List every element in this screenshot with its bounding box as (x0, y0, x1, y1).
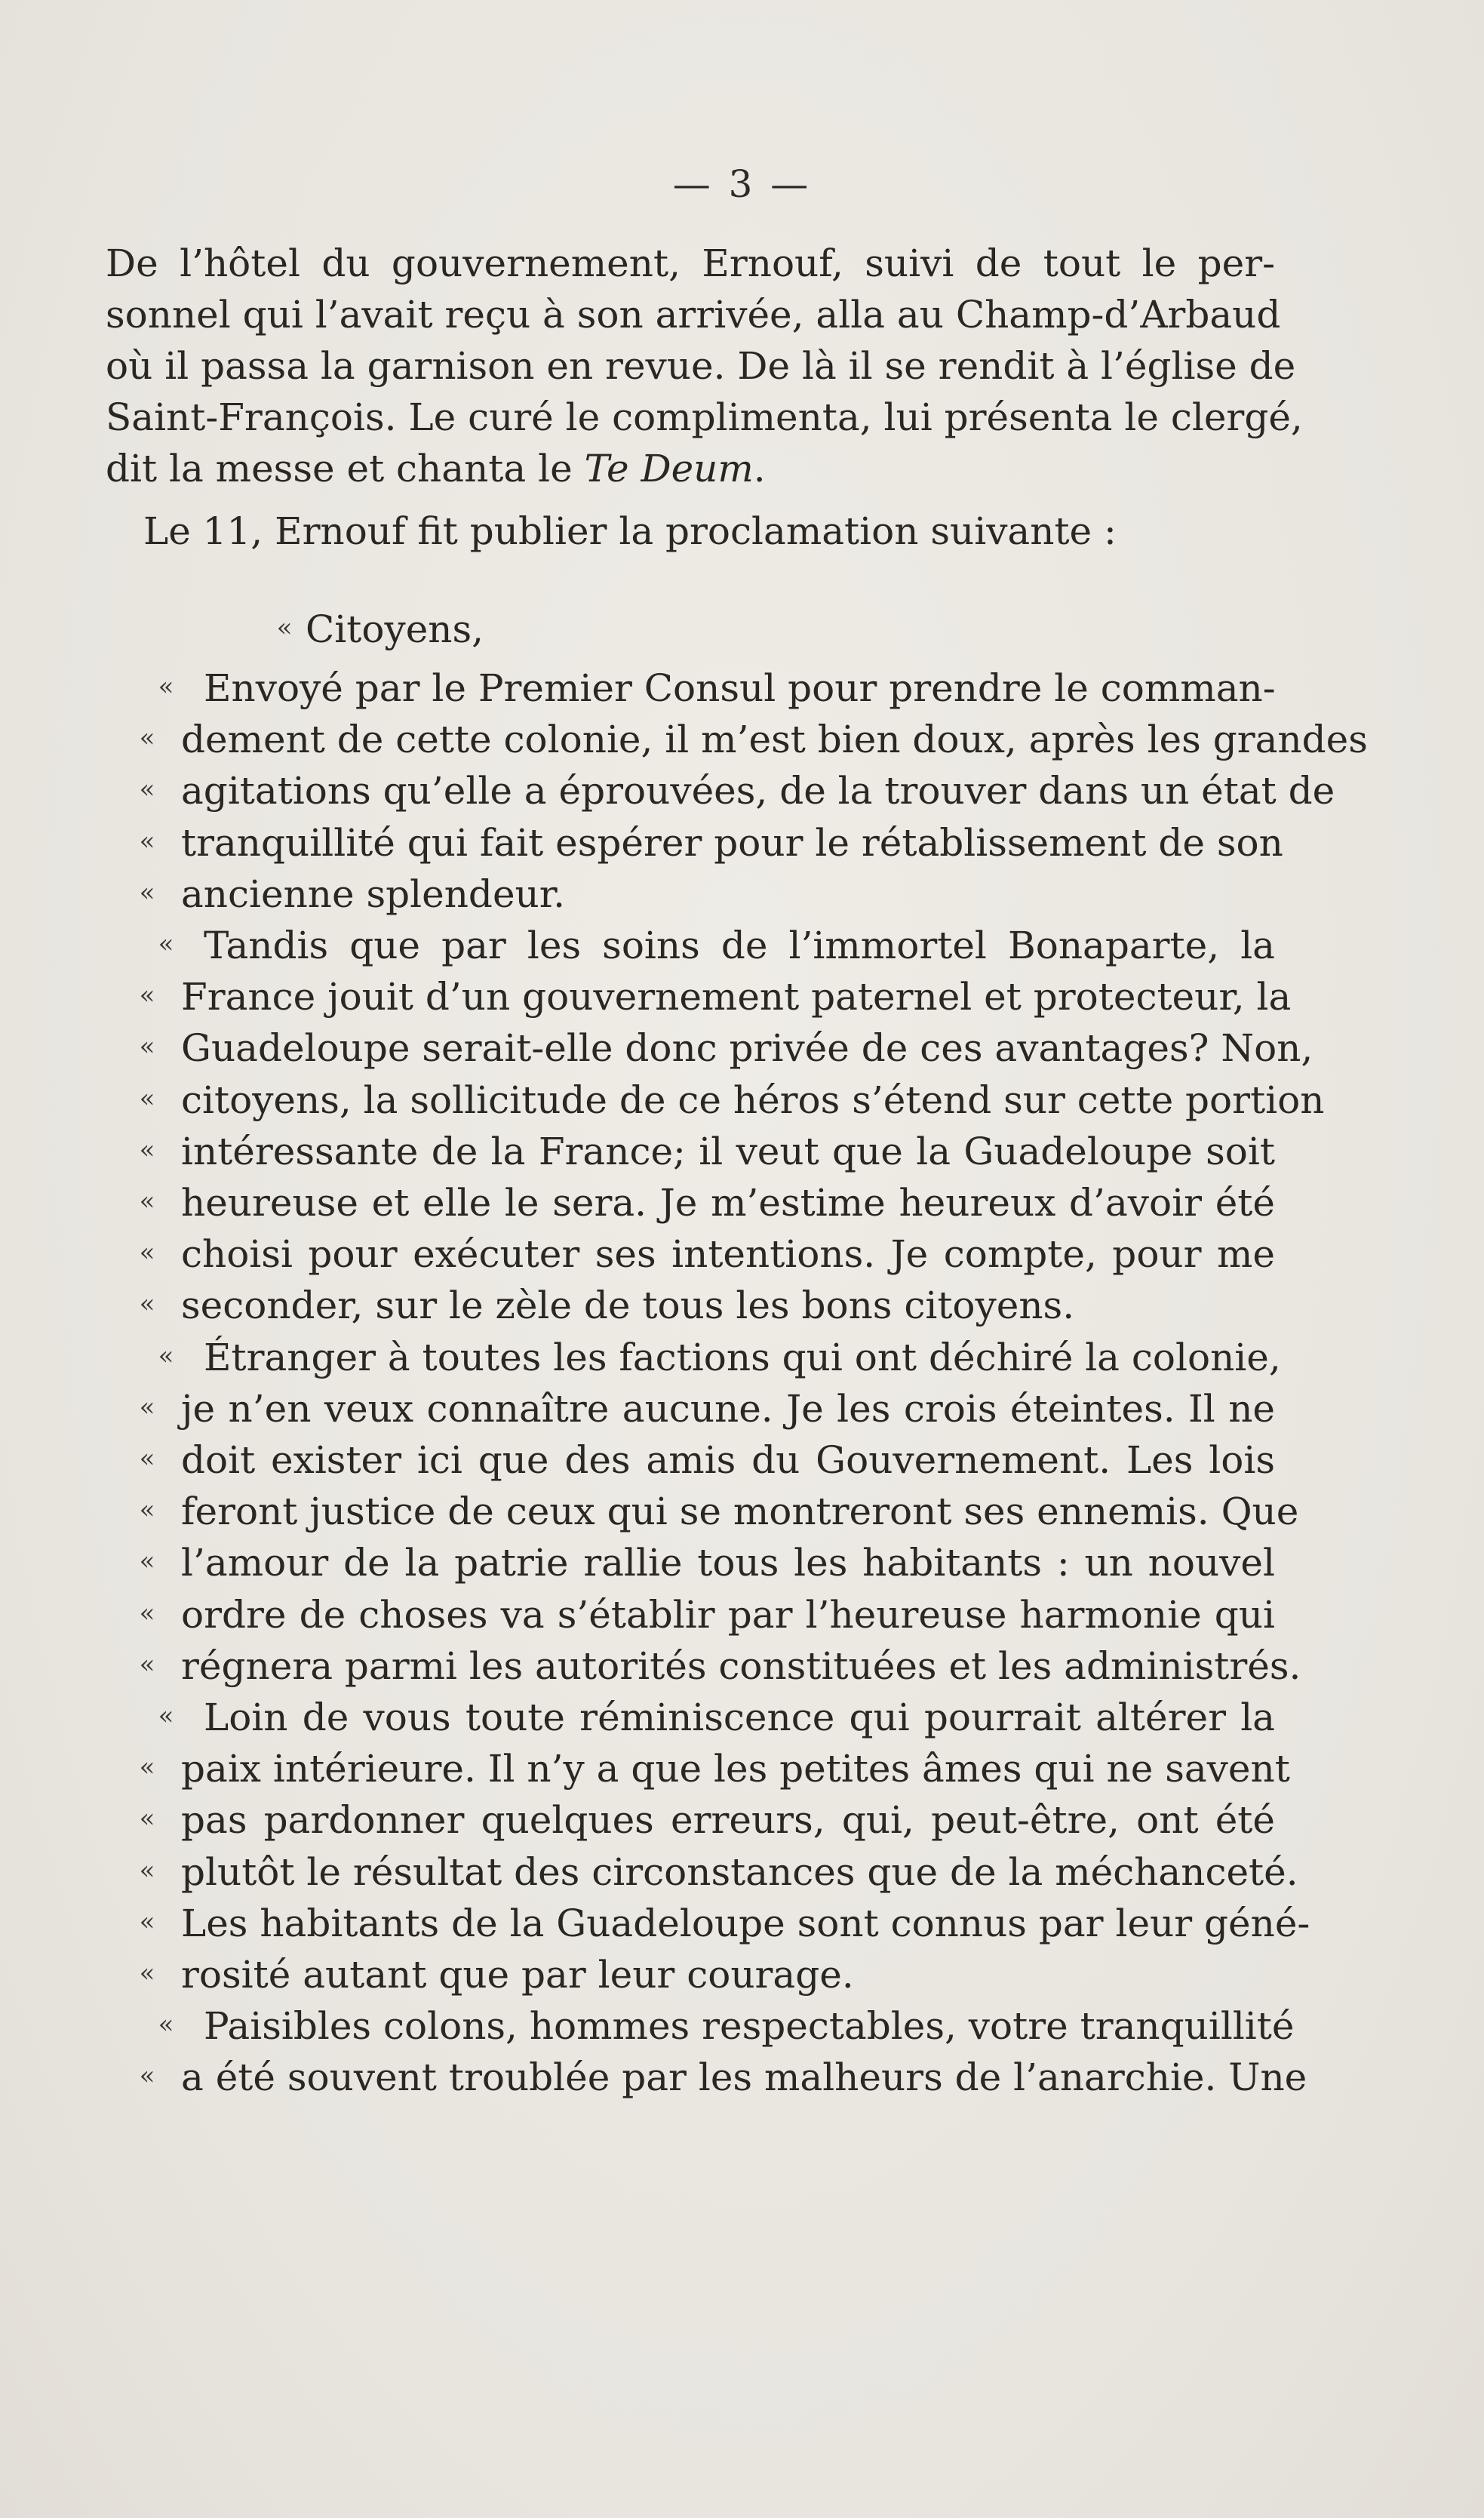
proclamation-line: choisi pour exécuter ses intentions. Je compte, pour me (181, 1232, 1275, 1277)
quote-mark: « (139, 1597, 155, 1628)
proclamation-line: Loin de vous toute réminiscence qui pourrait altérer la (204, 1696, 1275, 1739)
quote-mark: « (139, 1134, 155, 1165)
proclamation-line: je n’en veux connaître aucune. Je les crois éteintes. Il ne (181, 1386, 1275, 1431)
quote-mark: « (139, 1906, 155, 1937)
proclamation-line: agitations qu’elle a éprouvées, de la trouver dans un état de (181, 769, 1335, 813)
quote-mark: « (139, 980, 155, 1011)
quote-mark: « (139, 1495, 155, 1526)
quote-mark: « (139, 1803, 155, 1834)
proclamation-line: heureuse et elle le sera. Je m’estime heureux d’avoir été (181, 1181, 1275, 1225)
quote-mark: « (139, 1083, 155, 1114)
proclamation-line: Guadeloupe serait-elle donc privée de ces avantages? Non, (181, 1026, 1313, 1071)
quote-mark: « (139, 877, 155, 908)
page-number: — 3 — (672, 162, 812, 206)
quote-mark: « (139, 1289, 155, 1320)
text-span: dit la messe et chanta le (106, 447, 585, 490)
text-line: sonnel qui l’avait reçu à son arrivée, alla au Champ-d’Arbaud (106, 293, 1281, 337)
text-line: où il passa la garnison en revue. De là il se rendit à l’église de (106, 344, 1296, 388)
proclamation-line: a été souvent troublée par les malheurs de l’anarchie. Une (181, 2055, 1307, 2100)
proclamation-line: pas pardonner quelques erreurs, qui, peut-être, ont été (181, 1798, 1275, 1843)
proclamation-line: Les habitants de la Guadeloupe sont connus par leur géné- (181, 1901, 1310, 1945)
quote-mark: « (158, 1340, 174, 1371)
proclamation-line: ordre de choses va s’établir par l’heureuse harmonie qui (181, 1592, 1275, 1637)
proclamation-line: ancienne splendeur. (181, 872, 566, 916)
quote-mark: « (139, 1186, 155, 1216)
text-line: Saint-François. Le curé le complimenta, lui présenta le clergé, (106, 395, 1303, 439)
proclamation-line: seconder, sur le zèle de tous les bons citoyens. (181, 1284, 1075, 1328)
quote-mark: « (158, 2009, 174, 2040)
quote-mark: « (158, 672, 174, 702)
quote-mark: « (139, 723, 155, 754)
quote-mark: « (139, 1237, 155, 1268)
proclamation-line: régnera parmi les autorités constituées et les administrés. (181, 1643, 1301, 1688)
proclamation-line: paix intérieure. Il n’y a que les petites âmes qui ne savent (181, 1747, 1290, 1791)
quote-mark: « (139, 1649, 155, 1680)
text-line (106, 443, 1275, 494)
quote-mark: « (139, 1031, 155, 1062)
proclamation-line: Étranger à toutes les factions qui ont déchiré la colonie, (204, 1335, 1281, 1379)
proclamation-line: plutôt le résultat des circonstances que de la méchanceté. (181, 1849, 1298, 1894)
quote-mark: « (139, 1391, 155, 1422)
proclamation-line: Paisibles colons, hommes respectables, votre tranquillité (204, 2004, 1295, 2049)
proclamation-line: doit exister ici que des amis du Gouvernement. Les lois (181, 1438, 1275, 1482)
proclamation-line: rosité autant que par leur courage. (181, 1953, 854, 1997)
quote-mark: « (139, 2061, 155, 2092)
text-line: De l’hôtel du gouvernement, Ernouf, suivi de tout le per- (106, 241, 1275, 285)
quote-mark: « (139, 774, 155, 805)
quote-mark: « (158, 929, 174, 959)
quote-mark: « (158, 1701, 174, 1731)
proclamation-line: tranquillité qui fait espérer pour le rétablissement de son (181, 820, 1283, 865)
proclamation-line: Envoyé par le Premier Consul pour prendre le comman- (204, 666, 1276, 710)
proclamation-line: citoyens, la sollicitude de ce héros s’étend sur cette portion (181, 1078, 1325, 1122)
quote-mark: « (139, 1752, 155, 1783)
quote-mark: « (139, 1958, 155, 1988)
quote-mark: « (139, 825, 155, 856)
proclamation-line: intéressante de la France; il veut que la Guadeloupe soit (181, 1129, 1275, 1173)
proclamation-line: l’amour de la patrie rallie tous les habitants : un nouvel (181, 1541, 1275, 1585)
salutation: Citoyens, (306, 607, 484, 651)
quote-mark: « (139, 1443, 155, 1474)
proclamation-line: feront justice de ceux qui se montreront ses ennemis. Que (181, 1490, 1299, 1534)
proclamation-line: Tandis que par les soins de l’immortel Bonaparte, la (204, 924, 1275, 967)
text-span: . (753, 447, 766, 490)
quote-mark: « (139, 1855, 155, 1886)
quote-mark: « (139, 1546, 155, 1577)
proclamation-line: France jouit d’un gouvernement paternel et protecteur, la (181, 975, 1292, 1019)
quote-mark: « (276, 613, 293, 643)
italic-title: Te Deum (584, 447, 754, 490)
proclamation-line: dement de cette colonie, il m’est bien doux, après les grandes (181, 718, 1368, 762)
text-line: Le 11, Ernouf fit publier la proclamation suivante : (143, 509, 1117, 553)
